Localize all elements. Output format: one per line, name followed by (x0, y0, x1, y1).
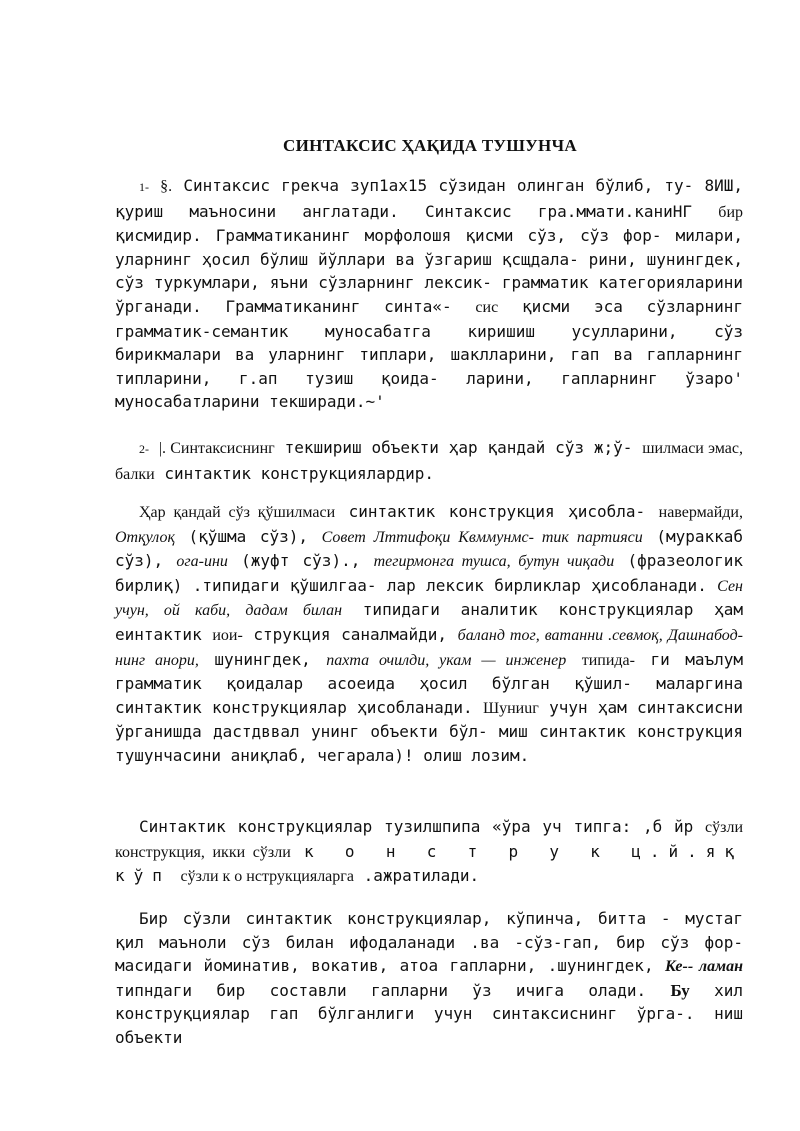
text-run: учун ҳам синтаксисни ўрганишда дастдввал унинг объекти бўл- миш синтактик конструкция тушунчасини аниқлаб, чегарала)! олиш лозим. (115, 697, 744, 765)
text-run: типндаги бир составли гапларни ўз ичига олади. (115, 980, 647, 1000)
text-run: струкция саналмайди, (253, 624, 448, 644)
text-run: шунингдек, (214, 649, 311, 669)
text-run: .ажратилади. (363, 866, 480, 886)
example-term: Сен учун, ой каби, дадам билан (115, 577, 743, 620)
example-term: Отқулоқ (115, 528, 175, 546)
text-run: типида- (581, 651, 635, 669)
example-term: баланд тог, ватанни .севмоқ, Дашнабод- нинг анори, (115, 626, 743, 669)
text-run: сис (475, 298, 499, 316)
text-run: (фразеологик бирлиқ) .типидаги қўшилгаа- лар лексик бирликлар ҳисобланади. (115, 551, 744, 595)
paragraph-3 (115, 500, 743, 768)
paragraph-number: 2- (139, 442, 149, 456)
text-run: сўзли к о нструкцияларга (180, 868, 354, 886)
text-run: Ҳар қандай сўз қўшилмаси (139, 504, 336, 521)
text-run: (қўшма сўз), (188, 526, 309, 546)
text-run: Бу (670, 980, 690, 1000)
text-run: Синтактик конструкциялар тузилшпипа «ўра уч типга: ,б йр (139, 817, 694, 836)
text-run: типидаги аналитик конструкциялар ҳам еинтактик (115, 600, 743, 644)
example-term: Совет Лттифоқи Квммунмс- тик партияси (321, 528, 643, 546)
text-run: Шуниuг (482, 699, 539, 717)
example-term: ога-ини (176, 553, 228, 571)
text-run: сўзли конструкция, икки сўзли (115, 819, 744, 861)
text-run: |. Синтаксиснинг (158, 440, 275, 457)
text-run: қисмидир. Грамматиканинг морфолошя қисми сўз, сўз фор- милари, уларнинг ҳосил бўлиш йўллари ва ўзгариш қсщдала- рини, шунингдек, сўз туркумлари, яъни сўзларнинг лексик- грамматик категорияларини ўрганади. Грамматиканинг синта«- (115, 226, 743, 316)
text-run: синтактик конструкциялардир. (164, 463, 435, 483)
example-term: пахта очилди, укам — инженер (326, 651, 567, 669)
example-term: тегирмонга тушса, бутун чиқади (373, 553, 615, 571)
text-run: иои- (212, 626, 243, 644)
text-run: (мураккаб сўз), (115, 526, 744, 571)
section-mark: §. (160, 178, 173, 195)
text-run: Бир сўзли синтактик конструкциялар, кўпинча, битта - мустаг қил маъноли сўз билан ифодаланади .ва -сўз-гап, бир сўз фор- масидаги йоминатив, вокатив, атоа гапларни, .шунингдек, (115, 909, 743, 976)
text-run: қисми эса сўзларнинг грамматик-семантик муносабатга киришиш усулларини, сўз бирикмалари ва уларнинг типлари, шаклларини, гап ва гапларнинг типларини, г.ап тузиш қоида- ларини, гапларнинг ўзаро' муносабатларини текширади.~' (115, 296, 744, 412)
text-run: бир (718, 203, 743, 221)
paragraph-number: 1- (139, 180, 149, 194)
paragraph-2 (115, 436, 743, 486)
text-run: хил конструқциялар гап бўлганлиги учун синтаксиснинг ўрга-. ниш объекти (115, 980, 743, 1047)
text-run: ги маълум грамматик қоидалар асоеида ҳосил бўлган қўшил- маларгина синтактик конструкциялар ҳисобланади. (115, 649, 744, 717)
text-run: Синтаксис грекча зуп1ах15 сўзидан олинган бўлиб, ту- 8ИШ, қуриш маъносини англатади. Синтаксис гра.ммати.каниНГ (115, 176, 743, 221)
text-run: (жуфт сўз)., (241, 551, 361, 571)
text-run: шилмаси эмас, балки (115, 440, 744, 483)
example-term: Ке-- ламан (664, 958, 743, 976)
text-run: навермайди, (658, 504, 743, 521)
text-run: текшириш объекти ҳар қандай сўз ж;ў- (284, 438, 633, 457)
spaced-text-run: к о н с т р у к ц.й.яқ кўп (115, 841, 743, 886)
paragraph-4 (115, 815, 743, 889)
paragraph-1 (115, 174, 743, 414)
page-title: СИНТАКСИС ҲАҚИДА ТУШУНЧА (283, 136, 577, 155)
paragraph-5 (115, 907, 743, 1050)
text-run: синтактик конструкция ҳисобла- (348, 502, 646, 521)
